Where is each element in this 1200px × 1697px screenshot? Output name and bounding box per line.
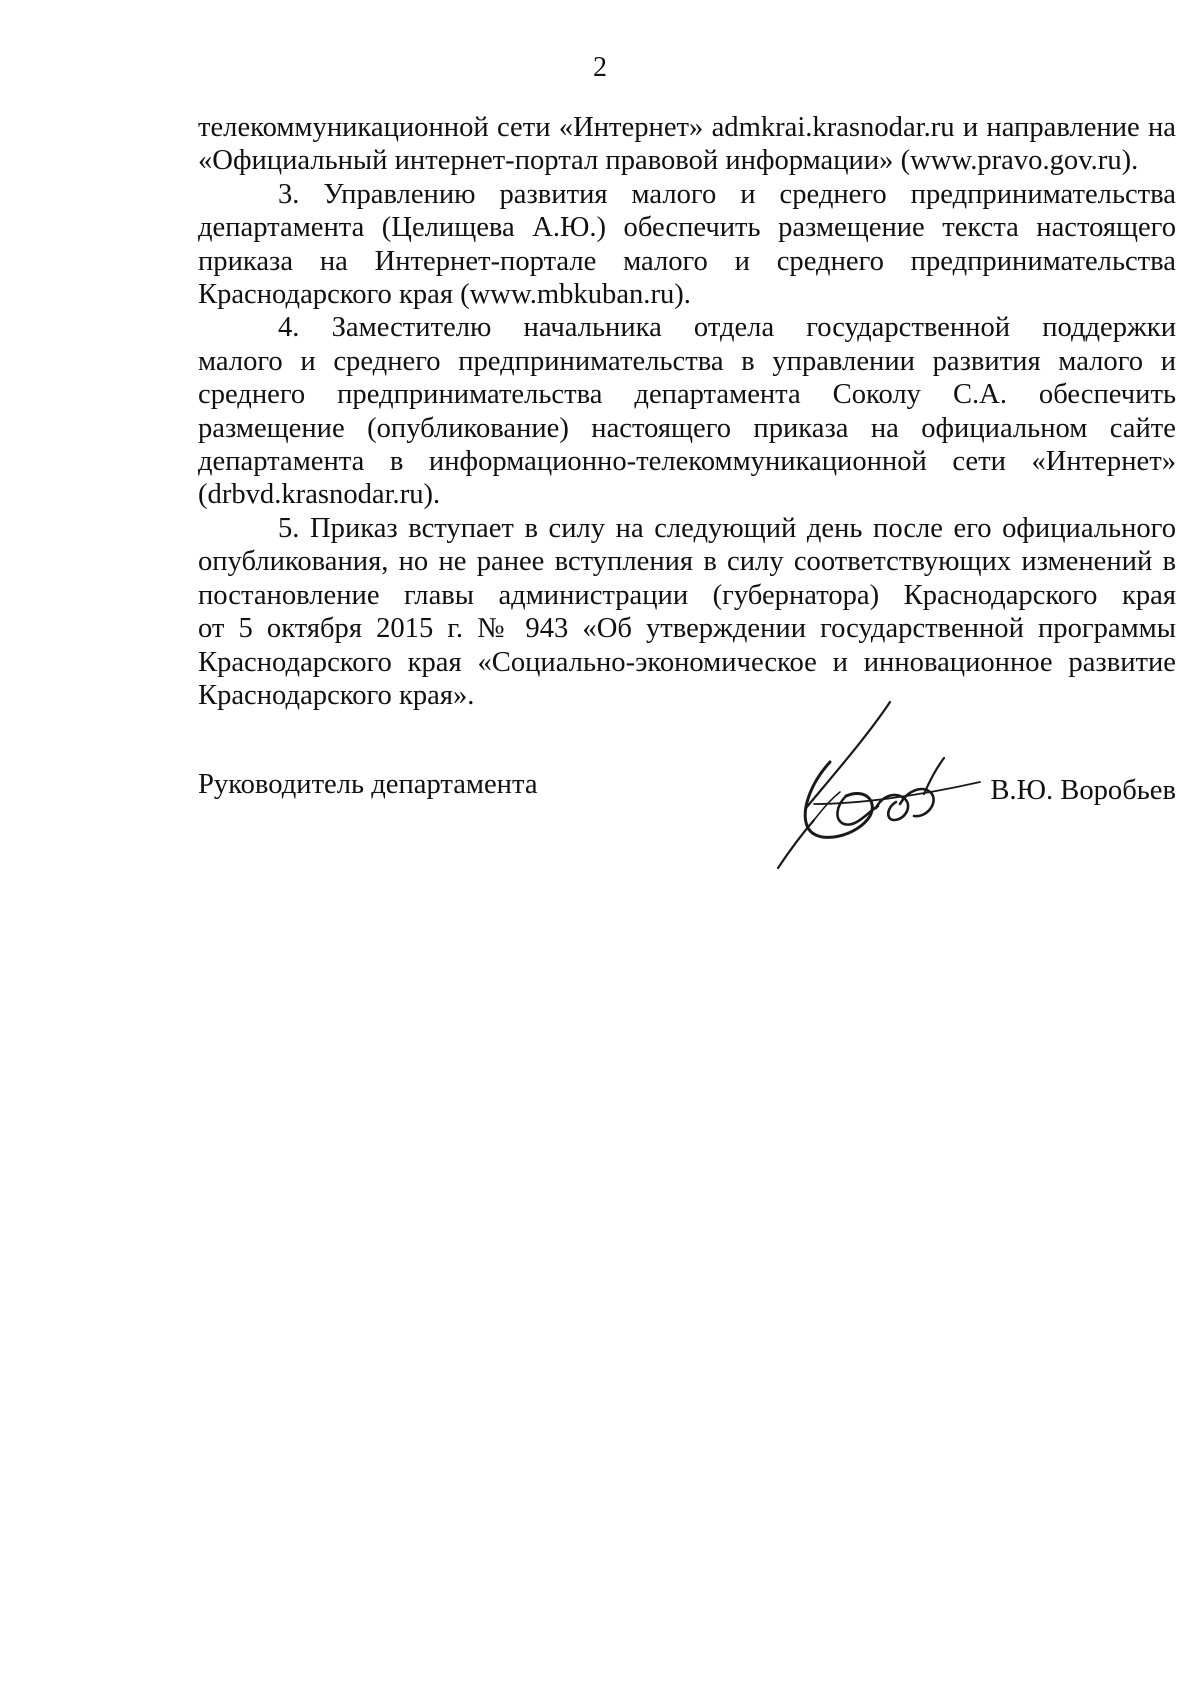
signer-name: В.Ю. Воробьев bbox=[990, 775, 1176, 806]
text-line: Краснодарского края «Социально-экономическое и инновационное развитие bbox=[198, 646, 1176, 678]
page-number: 2 bbox=[593, 52, 607, 83]
signature-block bbox=[198, 760, 1176, 840]
handwritten-signature bbox=[718, 700, 988, 870]
text-line: 4. Заместителю начальника отдела государственной поддержки bbox=[278, 312, 1176, 344]
text-line: телекоммуникационной сети «Интернет» admkrai.krasnodar.ru и направление на bbox=[198, 112, 1176, 143]
text-line: постановление главы администрации (губернатора) Краснодарского края bbox=[198, 579, 1176, 611]
text-line: Краснодарского края». bbox=[198, 679, 475, 711]
text-line: опубликования, но не ранее вступления в силу соответствующих изменений в bbox=[198, 546, 1176, 578]
text-line: приказа на Интернет-портале малого и среднего предпринимательства bbox=[198, 245, 1176, 277]
document-body bbox=[198, 111, 1176, 712]
text-line: департамента (Целищева А.Ю.) обеспечить размещение текста настоящего bbox=[198, 212, 1176, 244]
text-line: (drbvd.krasnodar.ru). bbox=[198, 479, 441, 511]
text-line: малого и среднего предпринимательства в управлении развития малого и bbox=[198, 345, 1176, 377]
text-line: 5. Приказ вступает в силу на следующий день после его официального bbox=[278, 512, 1176, 544]
text-line: среднего предпринимательства департамента Соколу С.А. обеспечить bbox=[198, 379, 1176, 411]
text-line: Краснодарского края (www.mbkuban.ru). bbox=[198, 279, 691, 311]
text-line: «Официальный интернет-портал правовой информации» (www.pravo.gov.ru). bbox=[198, 145, 1139, 177]
text-line: департамента в информационно-телекоммуникационной сети «Интернет» bbox=[198, 446, 1176, 478]
signer-title: Руководитель департамента bbox=[198, 769, 538, 800]
text-line: от 5 октября 2015 г. № 943 «Об утверждении государственной программы bbox=[198, 613, 1176, 645]
text-line: размещение (опубликование) настоящего приказа на официальном сайте bbox=[198, 412, 1176, 444]
text-line: 3. Управлению развития малого и среднего предпринимательства bbox=[278, 178, 1176, 210]
